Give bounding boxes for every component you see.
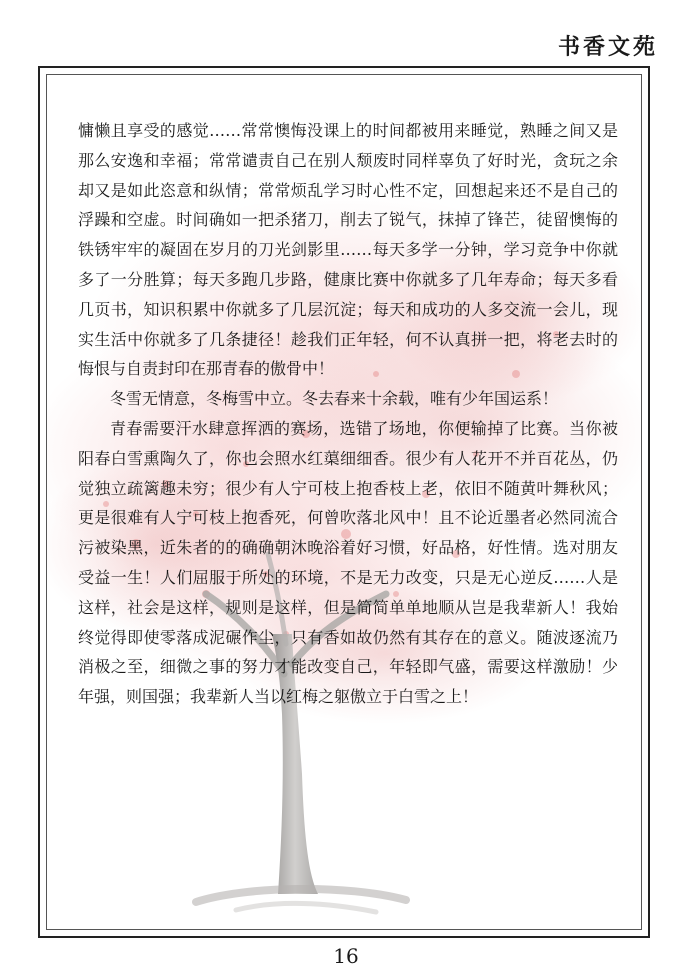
article-body bbox=[78, 116, 618, 712]
section-title: 书香文苑 bbox=[557, 34, 658, 60]
paragraph-1: 慵懒且享受的感觉……常常懊悔没课上的时间都被用来睡觉，熟睡之间又是那么安逸和幸福；常常谴责自己在别人颓废时同样辜负了好时光，贪玩之余却又是如此恣意和纵情；常常烦乱学习时心性不定，回想起来还不是自己的浮躁和空虚。时间确如一把杀猪刀，削去了锐气，抹掉了锋芒，徒留懊悔的铁锈牢牢的凝固在岁月的刀光剑影里……每天多学一分钟，学习竞争中你就多了一分胜算；每天多跑几步路，健康比赛中你就多了几年寿命；每天多看几页书，知识积累中你就多了几层沉淀；每天和成功的人多交流一会儿，现实生活中你就多了几条捷径！趁我们正年轻，何不认真拼一把，将老去时的悔恨与自责封印在那青春的傲骨中！ bbox=[78, 121, 618, 379]
paragraph-2: 冬雪无情意，冬梅雪中立。冬去春来十余载，唯有少年国运系！ bbox=[110, 389, 559, 409]
paragraph-3: 青春需要汗水肆意挥洒的赛场，选错了场地，你便输掉了比赛。当你被阳春白雪熏陶久了，你也会照水红蕖细细香。很少有人花开不并百花丛，仍觉独立疏篱趣未穷；很少有人宁可枝上抱香枝上老，依旧不随黄叶舞秋风；更是很难有人宁可枝上抱香死，何曾吹落北风中！且不论近墨者必然同流合污被染黑，近朱者的的确确朝沐晚浴着好习惯，好品格，好性情。选对朋友受益一生！人们屈服于所处的环境，不是无力改变，只是无心逆反……人是这样，社会是这样，规则是这样，但是简简单单地顺从岂是我辈新人！我始终觉得即使零落成泥碾作尘，只有香如故仍然有其存在的意义。随波逐流乃消极之至，细微之事的努力才能改变自己，年轻即气盛，需要这样激励！少年强，则国强；我辈新人当以红梅之躯傲立于白雪之上！ bbox=[78, 418, 618, 707]
page-number: 16 bbox=[333, 944, 359, 968]
